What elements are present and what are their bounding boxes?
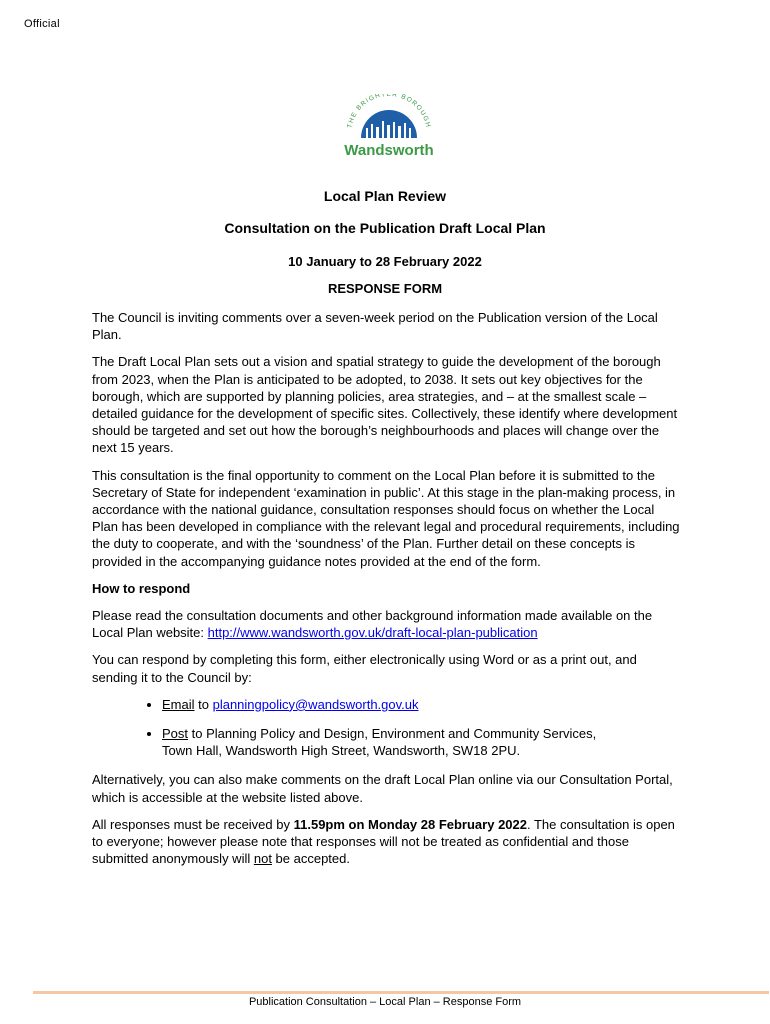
post-address-line2: Town Hall, Wandsworth High Street, Wandsworth, SW18 2PU. [162, 743, 521, 759]
document-title: Local Plan Review [323, 188, 447, 204]
document-subtitle: Consultation on the Publication Draft Local Plan [224, 220, 546, 236]
wandsworth-logo [333, 94, 445, 162]
logo-tagline: THE BRIGHTER BOROUGH [346, 94, 432, 129]
plan-description-paragraph: The Draft Local Plan sets out a vision and spatial strategy to guide the development of the borough from 2023, when the Plan is anticipated to be adopted, to 2038. It sets out key objectives for the borough, which are supported by planning policies, area strategies, and – at the smallest scale – detailed guidance for the development of specific sites. Collectively, these identify where development should be targeted and set out how the borough’s neighbourhoods and places will change over the next 15 years. [92, 354, 678, 456]
email-list-item [162, 696, 682, 713]
classification-label: Official [24, 18, 60, 30]
deadline-text-c: be accepted. [271, 851, 350, 867]
email-to-text: to [194, 696, 213, 712]
planning-policy-email-link[interactable]: planningpolicy@wandsworth.gov.uk [212, 696, 419, 712]
wandsworth-logo-icon [333, 94, 445, 162]
how-to-respond-heading: How to respond [92, 580, 191, 596]
website-text: Please read the consultation documents and other background information made available on the Local Plan website: [92, 608, 653, 641]
respond-methods-paragraph: You can respond by completing this form, either electronically using Word or as a print out, and sending it to the Council by: [92, 652, 637, 685]
document-body [92, 309, 682, 877]
post-list-item [162, 725, 682, 759]
deadline-paragraph [92, 816, 682, 868]
deadline-text-a: All responses must be received by [92, 816, 294, 832]
logo-wordmark: Wandsworth [344, 142, 434, 159]
local-plan-website-link[interactable]: http://www.wandsworth.gov.uk/draft-local-plan-publication [207, 625, 538, 641]
online-portal-paragraph: Alternatively, you can also make comments on the draft Local Plan online via our Consultation Portal, which is accessible at the website listed above. [92, 772, 673, 805]
deadline-date: 11.59pm on Monday 28 February 2022 [293, 816, 527, 832]
respond-methods-list [92, 696, 682, 760]
intro-paragraph: The Council is inviting comments over a seven-week period on the Publication version of the Local Plan. [92, 310, 658, 343]
not-emphasis: not [253, 851, 272, 867]
consultation-scope-paragraph: This consultation is the final opportunity to comment on the Local Plan before it is submitted to the Secretary of State for independent ‘examination in public’. At this stage in the plan-making process, in accordance with the national guidance, consultation responses should focus on whether the Local Plan has been developed in compliance with the relevant legal and procedural requirements, including the duty to cooperate, and with the ‘soundness’ of the Plan. Further detail on these concepts is provided in the accompanying guidance notes provided at the end of the form. [92, 467, 680, 569]
form-title: RESPONSE FORM [327, 281, 443, 296]
page-footer: Publication Consultation – Local Plan – Response Form [248, 996, 522, 1008]
deadline-text-b: . The consultation is open to everyone; however please note that responses will not be treated as confidential and those submitted anonymously will [92, 816, 675, 867]
email-label: Email [162, 696, 195, 712]
consultation-dates: 10 January to 28 February 2022 [288, 254, 482, 269]
footer-rule [33, 991, 769, 994]
website-paragraph [92, 607, 682, 641]
post-address-line1: to Planning Policy and Design, Environment and Community Services, [188, 726, 597, 742]
post-label: Post [162, 726, 189, 742]
